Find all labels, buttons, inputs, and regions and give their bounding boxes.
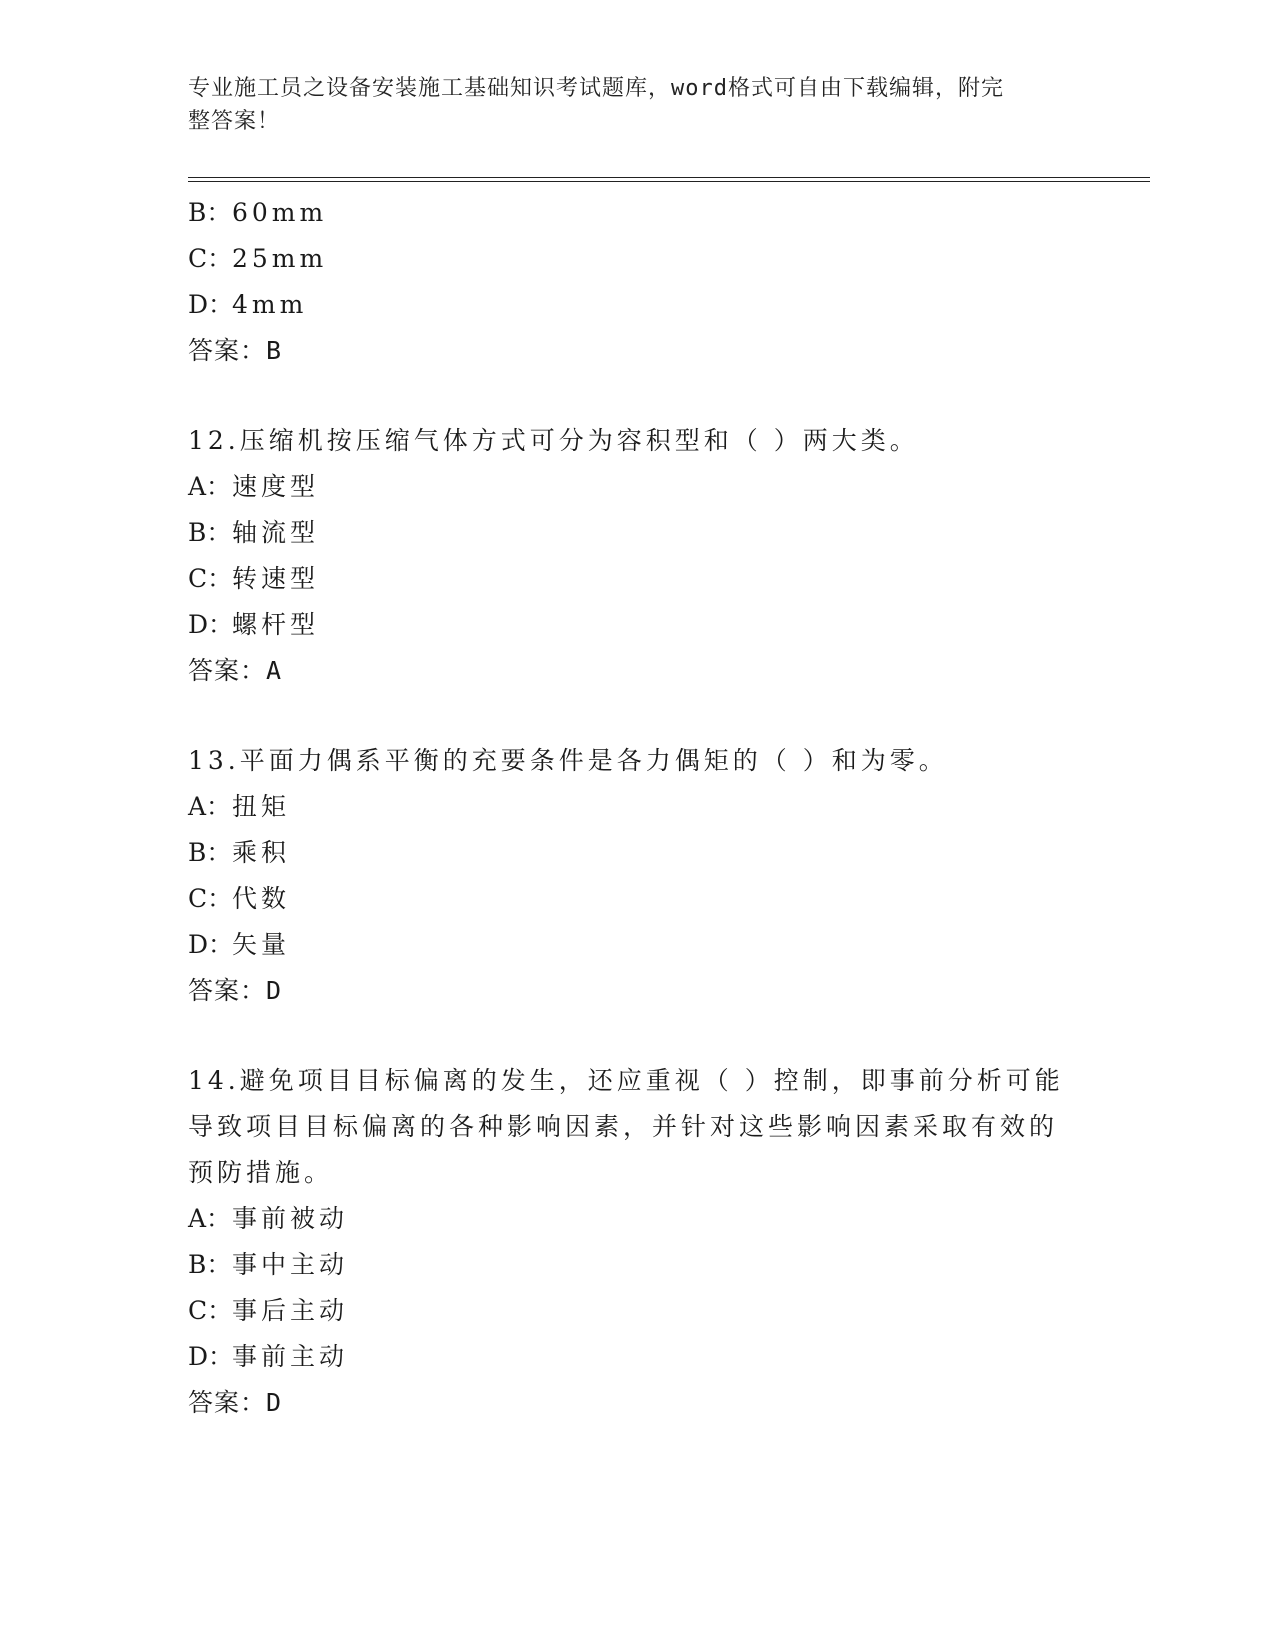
option-text: 25mm	[232, 244, 328, 273]
option-text: 螺杆型	[232, 610, 320, 639]
option-label: C：	[188, 1296, 233, 1325]
header-line-1: 专业施工员之设备安装施工基础知识考试题库，word格式可自由下载编辑，附完	[188, 76, 1004, 101]
answer: 答案：D	[188, 1388, 283, 1417]
option-label: C：	[188, 244, 233, 273]
option-c	[188, 876, 1068, 922]
option-a	[188, 1196, 1068, 1242]
option-text: 4mm	[232, 290, 308, 319]
option-b	[188, 510, 1068, 556]
question-11-continued	[188, 190, 1088, 374]
option-d	[188, 1334, 1068, 1380]
option-d	[188, 602, 1068, 648]
option-label: A：	[188, 1204, 232, 1233]
option-a	[188, 784, 1068, 830]
option-label: B：	[188, 518, 232, 547]
option-d	[188, 282, 1088, 328]
option-label: B：	[188, 1250, 232, 1279]
option-text: 转速型	[232, 564, 320, 593]
header-divider-top	[188, 177, 1150, 178]
option-text: 速度型	[232, 472, 320, 501]
question-stem: 12.压缩机按压缩气体方式可分为容积型和（ ）两大类。	[188, 426, 919, 455]
option-label: D：	[188, 290, 234, 319]
option-label: C：	[188, 884, 233, 913]
option-c	[188, 236, 1088, 282]
option-label: C：	[188, 564, 233, 593]
question-14	[188, 1058, 1068, 1426]
header-line-2: 整答案！	[188, 109, 281, 134]
option-label: B：	[188, 838, 232, 867]
question-13	[188, 738, 1068, 1014]
option-text: 事后主动	[232, 1296, 349, 1325]
answer: 答案：B	[188, 336, 283, 365]
option-text: 事前被动	[232, 1204, 349, 1233]
option-text: 代数	[232, 884, 291, 913]
option-b	[188, 190, 1088, 236]
option-a	[188, 464, 1068, 510]
question-stem-line-2: 导致项目目标偏离的各种影响因素，并针对这些影响因素采取有效的	[188, 1112, 1059, 1141]
question-12	[188, 418, 1068, 694]
answer: 答案：A	[188, 656, 283, 685]
option-label: D：	[188, 610, 234, 639]
question-stem-line-3: 预防措施。	[188, 1158, 334, 1187]
document-header	[188, 72, 1068, 138]
option-d	[188, 922, 1068, 968]
option-text: 矢量	[232, 930, 291, 959]
option-b	[188, 830, 1068, 876]
question-stem-line-1: 14.避免项目目标偏离的发生，还应重视（ ）控制，即事前分析可能	[188, 1066, 1064, 1095]
option-text: 事前主动	[232, 1342, 349, 1371]
option-c	[188, 556, 1068, 602]
option-c	[188, 1288, 1068, 1334]
header-divider-bottom	[188, 181, 1150, 182]
option-text: 60mm	[232, 198, 328, 227]
option-label: A：	[188, 792, 232, 821]
option-text: 轴流型	[232, 518, 320, 547]
question-stem: 13.平面力偶系平衡的充要条件是各力偶矩的（ ）和为零。	[188, 746, 948, 775]
option-label: D：	[188, 1342, 234, 1371]
answer: 答案：D	[188, 976, 283, 1005]
option-label: B：	[188, 198, 232, 227]
option-b	[188, 1242, 1068, 1288]
question-list	[188, 190, 1088, 1426]
option-text: 事中主动	[232, 1250, 349, 1279]
option-text: 乘积	[232, 838, 291, 867]
option-text: 扭矩	[232, 792, 291, 821]
option-label: D：	[188, 930, 234, 959]
option-label: A：	[188, 472, 232, 501]
